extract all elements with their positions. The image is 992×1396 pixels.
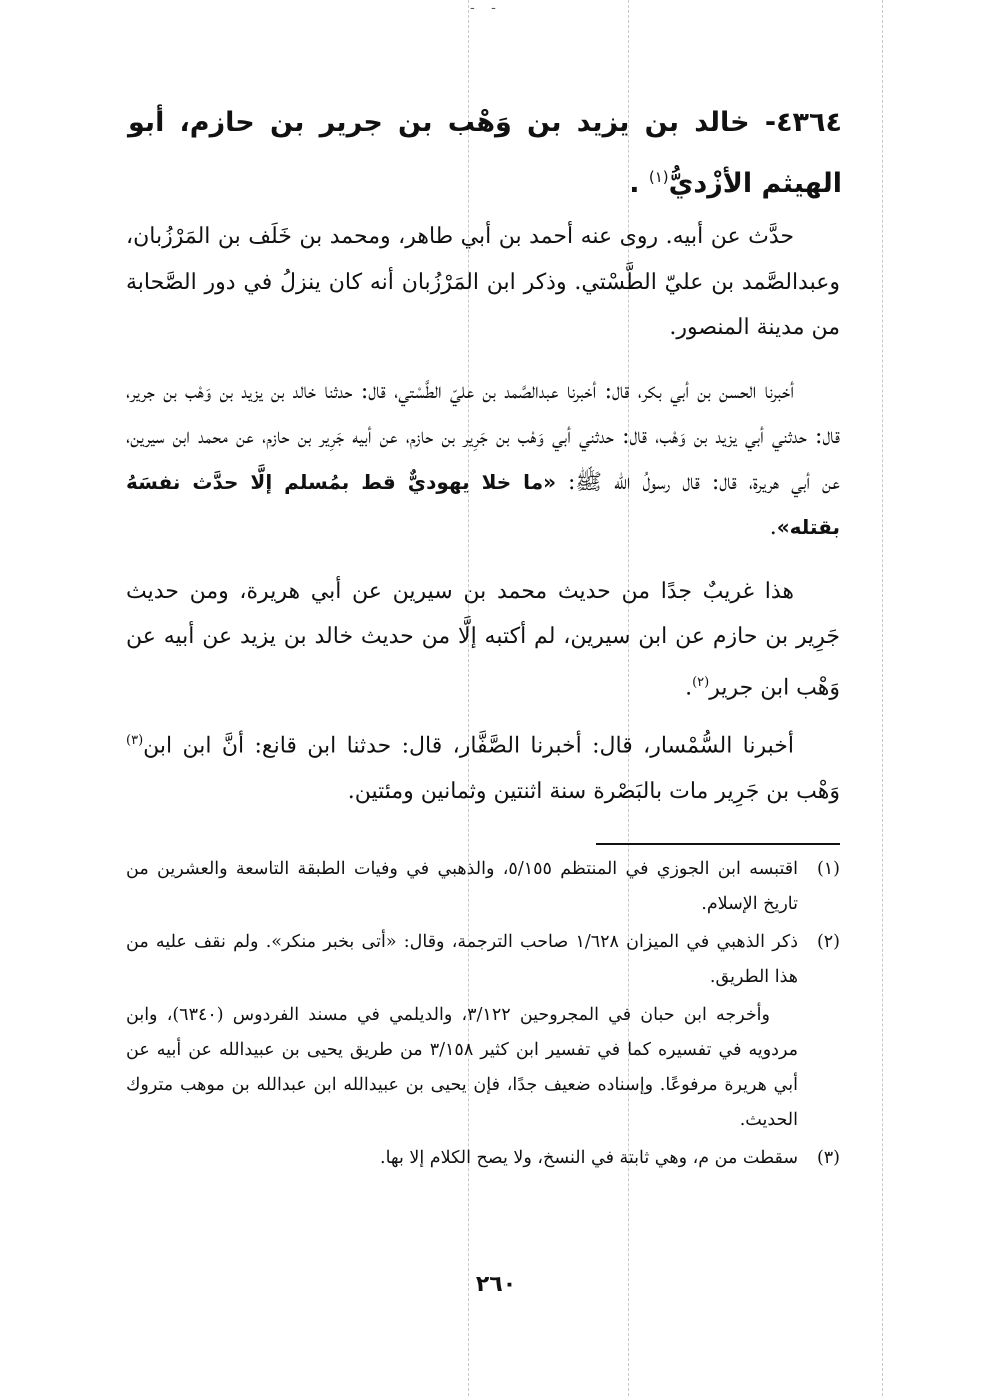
hadith-isnad: أخبرنا الحسن بن أبي بكر، قال: أخبرنا عبدالصَّمد بن عليّ الطَّسْتي، قال: حدثنا خالد بن يزيد بن وَهْب بن جرير، قال: حدثني أبي يزيد بن وَهْب، قال: حدثني أبي وَهْب بن جَرِير بن حازم، عن أبيه جَرِير بن حازم، عن محمد ابن سيرين، عن أبي هريرة، قال: قال رسولُ الله ﷺ: bbox=[126, 378, 840, 495]
body-text bbox=[126, 214, 840, 833]
paragraph-death-report bbox=[126, 718, 840, 814]
paragraph-commentary bbox=[126, 569, 840, 711]
death-report-start: أخبرنا السُّمْسار، قال: أخبرنا الصَّفَّار، قال: حدثنا ابن قانع: أنَّ ابن ابن bbox=[143, 733, 794, 759]
paragraph-biography: حدَّث عن أبيه. روى عنه أحمد بن أبي طاهر، ومحمد بن خَلَف بن المَرْزُبان، وعبدالصَّمد بن عليّ الطَّسْتي. وذكر ابن المَرْزُبان أنه كان ينزلُ في دور الصَّحابة من مدينة المنصور. bbox=[126, 224, 840, 340]
entry-number: ٤٣٦٤ bbox=[776, 107, 842, 138]
footnote-number: (١) bbox=[816, 859, 840, 879]
page-number: ٢٦٠ bbox=[475, 1272, 517, 1297]
footnote-2 bbox=[126, 925, 840, 995]
footnote-text: اقتبسه ابن الجوزي في المنتظم ٥/١٥٥، والذهبي في وفيات الطبقة التاسعة والعشرين من تاريخ الإسلام. bbox=[126, 859, 798, 914]
footnote-2-continuation: وأخرجه ابن حبان في المجروحين ٣/١٢٢، والديلمي في مسند الفردوس (٦٣٤٠)، وابن مردويه في تفسيره كما في تفسير ابن كثير ٣/١٥٨ من طريق يحيى بن عبيدالله عن أبيه عن أبي هريرة مرفوعًا. وإسناده ضعيف جدًا، فإن يحيى بن عبيدالله ابن عبدالله بن موهب متروك الحديث. bbox=[126, 1005, 798, 1130]
footnote-text: ذكر الذهبي في الميزان ١/٦٢٨ صاحب الترجمة، وقال: «أتى بخبر منكر». ولم نقف عليه من هذا الطريق. bbox=[126, 932, 798, 987]
footnote-1 bbox=[126, 852, 840, 922]
hadith-end: . bbox=[769, 515, 777, 540]
footnotes bbox=[126, 852, 840, 1179]
entry-title bbox=[128, 96, 842, 211]
footnote-separator bbox=[596, 843, 840, 845]
top-mark: - - bbox=[470, 0, 502, 16]
commentary-text: هذا غريبٌ جدًا من حديث محمد بن سيرين عن أبي هريرة، ومن حديث جَرِير بن حازم عن ابن سيرين، لم أكتبه إلَّا من حديث خالد بن يزيد عن أبيه عن وَهْب ابن جرير bbox=[126, 578, 840, 700]
paragraph-hadith-chain bbox=[126, 369, 840, 551]
entry-name: خالد بن يزيد بن وَهْب بن جرير بن حازم، أبو الهيثم الأزْديُّ bbox=[128, 107, 842, 199]
footnote-number: (٢) bbox=[816, 932, 840, 952]
entry-title-end: . bbox=[629, 168, 649, 199]
scan-fold-line bbox=[882, 0, 883, 1396]
footnote-3 bbox=[126, 1141, 840, 1176]
commentary-end: . bbox=[685, 674, 693, 700]
footnote-text: سقطت من م، وهي ثابتة في النسخ، ولا يصح الكلام إلا بها. bbox=[380, 1148, 798, 1168]
footnote-number: (٣) bbox=[816, 1148, 840, 1168]
hadith-quote: «ما خلا يهوديٌّ قط بمُسلم إلَّا حدَّث نفسَهُ بقتله» bbox=[126, 469, 840, 539]
death-report-end: وَهْب بن جَرِير مات بالبَصْرة سنة اثنتين وثمانين ومئتين. bbox=[347, 779, 840, 805]
footnote-ref-1[interactable]: (١) bbox=[648, 168, 669, 186]
footnote-ref-2[interactable]: (٢) bbox=[692, 674, 710, 690]
footnote-ref-3[interactable]: (٣) bbox=[126, 733, 144, 749]
entry-dash: - bbox=[764, 107, 777, 138]
